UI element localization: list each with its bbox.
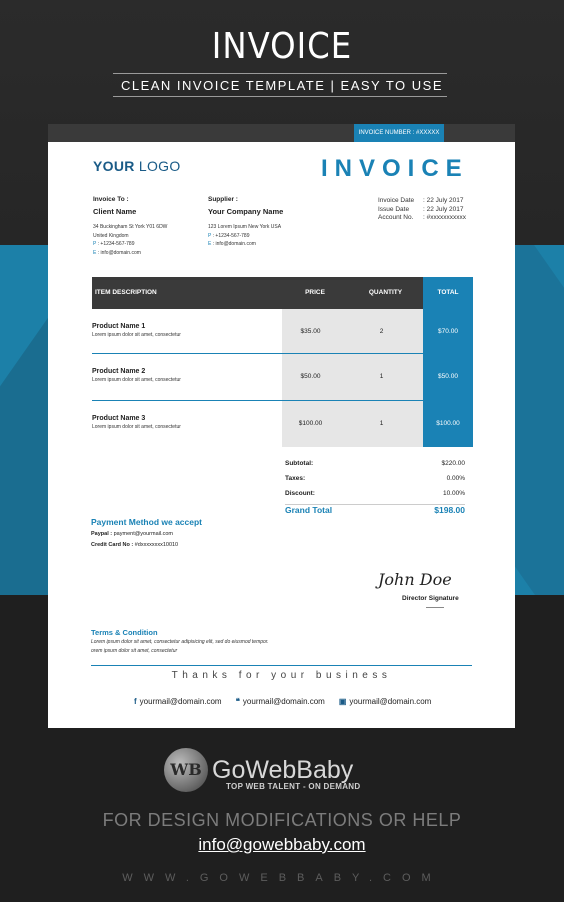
divider <box>113 73 447 74</box>
column-header-description: ITEM DESCRIPTION <box>92 277 282 309</box>
table-row: Product Name 2 Lorem ipsum dolor sit amet, consectetur $50.00 1 $50.00 <box>92 354 473 401</box>
brand-mark: WB <box>164 748 208 792</box>
client-address: 34 Buckingham St York Y01 6DW United Kingdom P : +1234-567-789 E : info@domain.com <box>93 224 168 256</box>
subtotal-value: $220.00 <box>441 460 465 467</box>
terms-text: Lorem ipsum dolor sit amet, consectetur adipisicing elit, sed do eiusmod tempor. orem ipsum dolor sit amet, consectetur <box>91 639 269 654</box>
brand-tagline: TOP WEB TALENT - ON DEMAND <box>226 782 361 791</box>
brand-name: GoWebBaby <box>212 756 354 784</box>
divider <box>285 504 465 505</box>
contact-email-link[interactable]: info@gowebbaby.com <box>198 835 366 854</box>
payment-title: Payment Method we accept <box>91 517 203 527</box>
company-logo: YOUR LOGO <box>93 158 181 174</box>
credit-card-line: Credit Card No : #dxxxxxxxx10010 <box>91 542 179 548</box>
instagram-icon: ▣ <box>338 697 347 706</box>
invoice-meta: Invoice Date : 22 July 2017 Issue Date : 22 July 2017 Account No. : #xxxxxxxxxxx <box>378 197 466 221</box>
supplier-name: Your Company Name <box>208 207 284 216</box>
column-header-quantity: QUANTITY <box>348 277 423 309</box>
invoice-heading: INVOICE <box>321 155 469 182</box>
paypal-line: Paypal : payment@yourmail.com <box>91 531 174 537</box>
facebook-icon: f <box>134 697 137 706</box>
grand-total-value: $198.00 <box>434 505 465 515</box>
page-title: INVOICE <box>211 26 353 67</box>
discount-value: 10.00% <box>442 490 465 497</box>
divider <box>113 96 447 97</box>
supplier-label: Supplier : <box>208 196 238 203</box>
supplier-address: 123 Lorem Ipsum New York USA P : +1234-567-789 E : info@domain.com <box>208 224 282 247</box>
terms-title: Terms & Condition <box>91 628 158 637</box>
taxes-value: 0.00% <box>446 475 465 482</box>
contact-links <box>134 697 431 706</box>
column-header-price: PRICE <box>282 277 348 309</box>
invoice-number-badge: INVOICE NUMBER : #XXXXX <box>354 124 444 142</box>
help-text: FOR DESIGN MODIFICATIONS OR HELP <box>102 810 462 830</box>
contact-facebook[interactable]: f yourmail@domain.com <box>134 697 222 706</box>
invoice-to-label: Invoice To : <box>93 196 129 203</box>
totals-summary <box>285 460 465 520</box>
signature: John Doe <box>378 570 452 589</box>
discount-label: Discount: <box>285 490 315 497</box>
divider <box>91 665 472 666</box>
divider <box>426 607 444 608</box>
column-header-total: TOTAL <box>423 277 473 309</box>
page-subtitle: CLEAN INVOICE TEMPLATE | EASY TO USE <box>120 78 444 93</box>
taxes-label: Taxes: <box>285 475 306 482</box>
grand-total-label: Grand Total <box>285 505 333 515</box>
table-row: Product Name 1 Lorem ipsum dolor sit amet, consectetur $35.00 2 $70.00 <box>92 309 473 354</box>
subtotal-label: Subtotal: <box>285 460 314 467</box>
thanks-message: Thanks for your business <box>171 670 392 681</box>
contact-instagram[interactable]: ▣ yourmail@domain.com <box>338 697 432 706</box>
contact-twitter[interactable]: ❝ yourmail@domain.com <box>235 697 325 706</box>
signature-label: Director Signature <box>402 595 459 602</box>
client-name: Client Name <box>93 207 137 216</box>
invoice-top-bar <box>48 124 515 142</box>
table-row: Product Name 3 Lorem ipsum dolor sit amet, consectetur $100.00 1 $100.00 <box>92 401 473 447</box>
twitter-icon: ❝ <box>235 697 240 706</box>
invoice-sheet <box>48 142 515 728</box>
website-link[interactable]: WWW.GOWEBBABY.COM <box>122 872 442 884</box>
